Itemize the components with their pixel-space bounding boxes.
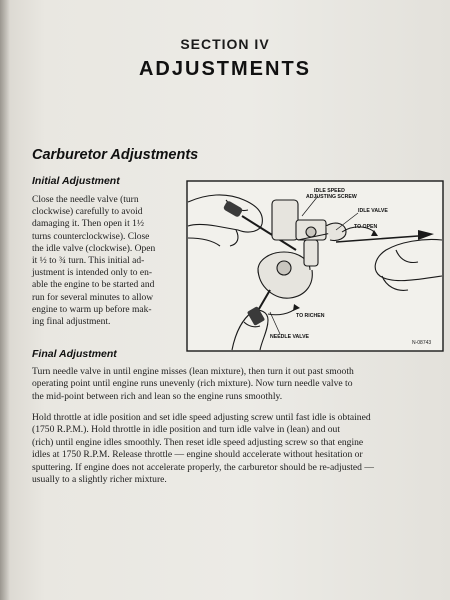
text-line: operating point until engine runs unevenly (rich mixture). Now turn needle valve to xyxy=(32,378,353,390)
text-line: able the engine to be started and xyxy=(32,280,155,291)
text-line: justment is intended only to en- xyxy=(32,268,153,279)
page-title: ADJUSTMENTS xyxy=(138,58,311,80)
needle-valve-label: NEEDLE VALVE xyxy=(270,334,310,340)
to-open-label: TO OPEN xyxy=(354,224,378,230)
text-line: the idle valve (clockwise). Open xyxy=(32,243,156,254)
final-adjustment-paragraph-1 xyxy=(32,366,442,403)
text-line: engine to warm up before mak- xyxy=(32,304,152,315)
final-adjustment-paragraph-2 xyxy=(32,412,442,486)
final-adjustment-heading: Final Adjustment xyxy=(32,348,117,360)
carburetor-illustration xyxy=(186,180,444,352)
adjusting-screw-label: ADJUSTING SCREW xyxy=(306,194,357,200)
initial-adjustment-heading: Initial Adjustment xyxy=(32,175,120,187)
text-line: (1750 R.P.M.). Hold throttle in idle position and turn idle valve in (lean) and out xyxy=(32,424,341,436)
text-line: damaging it. Then open it 1½ xyxy=(32,219,144,230)
carburetor-adjustments-heading: Carburetor Adjustments xyxy=(32,147,199,163)
text-line: sputtering. If engine does not accelerate properly, the carburetor should be re-adjusted — xyxy=(32,461,374,473)
text-line: usually to a slightly richer mixture. xyxy=(32,474,167,486)
idle-speed-label: IDLE SPEED xyxy=(314,188,345,194)
text-line: turns counterclockwise). Close xyxy=(32,231,150,242)
idle-valve-label: IDLE VALVE xyxy=(358,208,388,214)
page-gutter-shadow xyxy=(0,0,10,600)
text-line: clockwise) carefully to avoid xyxy=(32,207,143,218)
text-line: Hold throttle at idle position and set idle speed adjusting screw until fast idle is obtained xyxy=(32,412,371,423)
text-line: Close the needle valve (turn xyxy=(32,195,139,205)
section-label: SECTION IV xyxy=(180,36,270,52)
text-line: ing final adjustment. xyxy=(32,317,111,328)
to-richen-label: TO RICHEN xyxy=(296,313,325,319)
figure-number: N-08743 xyxy=(412,340,432,346)
text-line: it ½ to ¾ turn. This initial ad- xyxy=(32,256,145,267)
text-line: (rich) until engine idles smoothly. Then reset idle speed adjusting screw so that engine xyxy=(32,436,364,448)
text-line: run for several minutes to allow xyxy=(32,292,154,303)
initial-adjustment-text xyxy=(32,194,187,328)
text-line: the mid-point between rich and lean so the engine runs smoothly. xyxy=(32,390,283,402)
text-line: Turn needle valve in until engine misses (lean mixture), then turn it out past smooth xyxy=(32,366,354,377)
text-line: idles at 1750 R.P.M. Release throttle — engine should accelerate without hesitation or xyxy=(32,449,363,461)
